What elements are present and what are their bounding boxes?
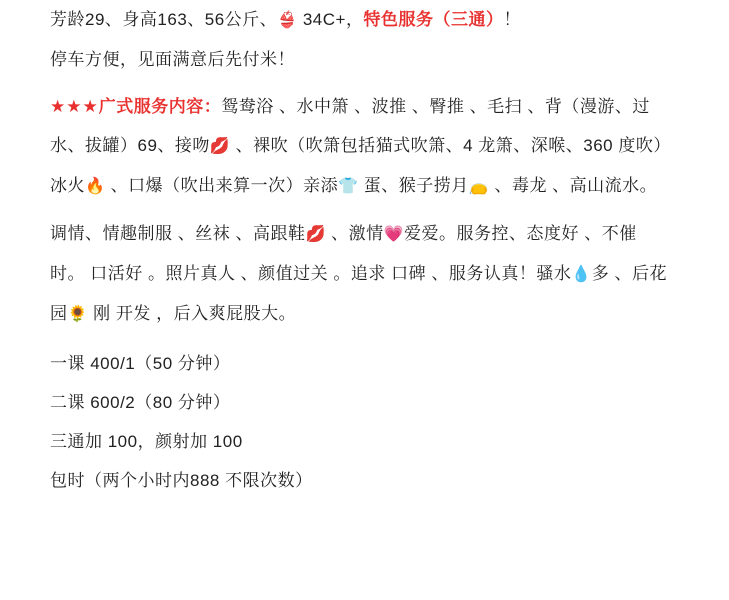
header-line-2 bbox=[50, 40, 670, 79]
service-section bbox=[50, 87, 670, 206]
heart-icon: 💗 bbox=[383, 226, 405, 243]
header-line-1-part-1: 芳龄29、身高163、56公斤、 bbox=[50, 10, 278, 29]
price-item-2: 二课 600/2（80 分钟） bbox=[50, 393, 231, 412]
fire-icon: 🔥 bbox=[85, 178, 106, 195]
kiss-lips-icon-1: 💋 bbox=[209, 138, 231, 155]
service-body-part-2: 、裸吹（吹箫包括猫式吹箫、4 龙箫、深喉、360 度吹）冰火 bbox=[50, 136, 663, 195]
extra-body-part-1: 调情、情趣制服 、丝袜 、高跟鞋 bbox=[50, 224, 306, 243]
service-heading-title: 广式服务内容： bbox=[98, 97, 222, 116]
header-line-1 bbox=[50, 0, 670, 40]
price-list bbox=[50, 344, 670, 500]
droplet-icon: 💧 bbox=[571, 266, 592, 283]
extra-body-part-3: 爱爱。服务控、态度好 、不催时。 口活好 。照片真人 、颜值过关 。追求 口碑 、服务认真！骚水 bbox=[50, 224, 637, 283]
extra-body-part-5: 刚 开发 ，后入爽屁股大。 bbox=[87, 304, 297, 323]
service-body-part-4: 蛋、猴子捞月 bbox=[358, 176, 469, 195]
parking-note: 停车方便，见面满意后先付米！ bbox=[50, 50, 295, 69]
header-line-1-part-2: 34C+， bbox=[297, 10, 364, 29]
service-body-part-3: 、口爆（吹出来算一次）亲添 bbox=[105, 176, 339, 195]
service-body-part-1: 鸳鸯浴 、水中箫 、波推 、臀推 、毛扫 、背（漫游、过水、拔罐）69、接吻 bbox=[50, 97, 650, 155]
shirt-icon: 👕 bbox=[338, 178, 359, 195]
service-body-part-5: 、毒龙 、高山流水。 bbox=[489, 176, 658, 195]
price-item-4: 包时（两个小时内888 不限次数） bbox=[50, 471, 313, 490]
price-item-3: 三通加 100，颜射加 100 bbox=[50, 432, 243, 451]
extra-body-part-2: 、激情 bbox=[325, 224, 384, 243]
extra-body-part-4: 多 、后花园 bbox=[50, 264, 667, 323]
extra-service-section bbox=[50, 214, 670, 334]
spacer-1 bbox=[50, 79, 670, 87]
price-item-1: 一课 400/1（50 分钟） bbox=[50, 354, 231, 373]
sunflower-icon: 🌻 bbox=[67, 306, 88, 323]
header-line-1-part-3: ！ bbox=[503, 10, 521, 29]
spacer-2 bbox=[50, 206, 670, 214]
star-rating-icon: ★★★ bbox=[50, 97, 99, 116]
advertisement-text-block bbox=[50, 0, 670, 500]
bikini-icon: 👙 bbox=[277, 12, 298, 29]
special-service-highlight: 特色服务（三通） bbox=[363, 10, 504, 29]
kiss-lips-icon-2: 💋 bbox=[305, 226, 326, 243]
pouch-icon: 👝 bbox=[468, 178, 490, 195]
